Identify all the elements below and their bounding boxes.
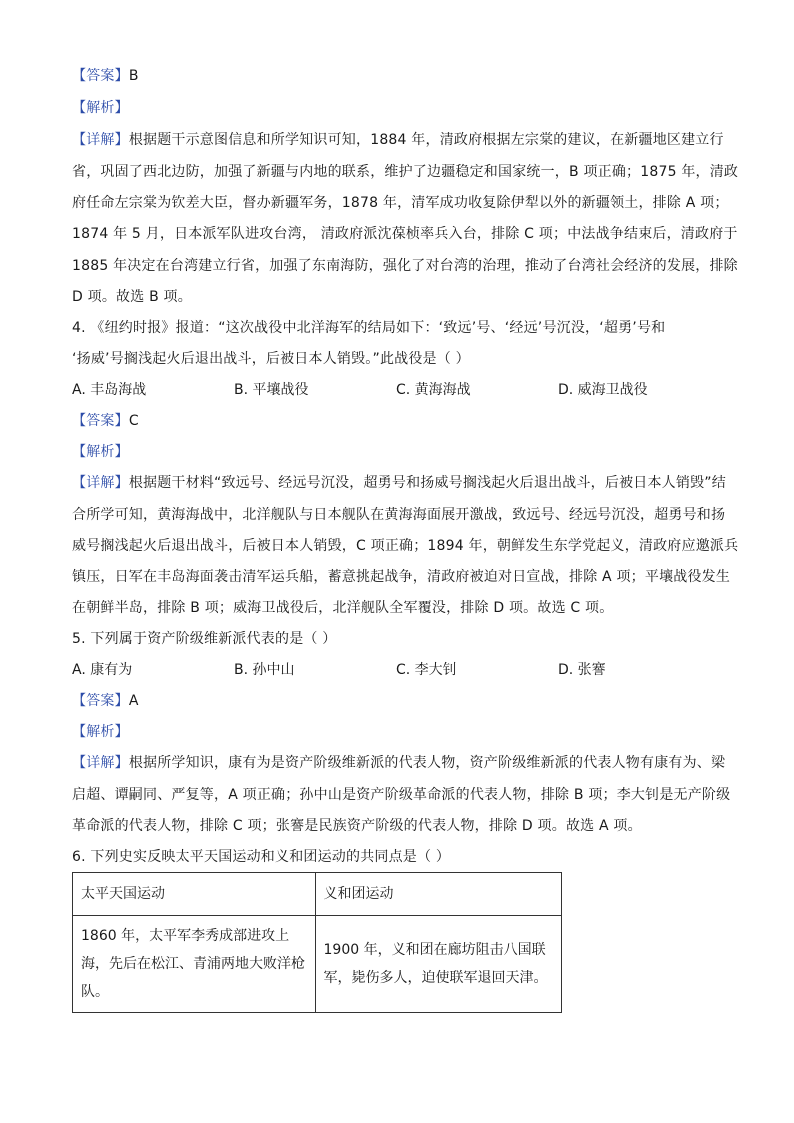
q5-option-d: D. 张謇 bbox=[558, 662, 606, 678]
q6-table bbox=[72, 872, 562, 1013]
table-cell-yihetuan: 1900 年，义和团在廊坊阻击八国联 军，毙伤多人，迫使联军退回天津。 bbox=[315, 916, 562, 1013]
q3-detail-line: 【详解】根据题干示意图信息和所学知识可知，1884 年，清政府根据左宗棠的建议，在新疆地区建立行 bbox=[72, 132, 724, 148]
q3-analysis-tag: 【解析】 bbox=[72, 100, 129, 116]
answer-value: B bbox=[128, 68, 139, 84]
q3-detail-line: 府任命左宗棠为钦差大臣，督办新疆军务，1878 年，清军成功收复除伊犁以外的新疆领土，排除 A 项； bbox=[72, 195, 729, 211]
q3-detail-line: 省，巩固了西北边防，加强了新疆与内地的联系，维护了边疆稳定和国家统一，B 项正确；1875 年，清政 bbox=[72, 164, 739, 180]
q4-analysis-tag: 【解析】 bbox=[72, 444, 129, 460]
q3-answer bbox=[72, 66, 722, 86]
q4-detail-line: 镇压，日军在丰岛海面袭击清军运兵船，蓄意挑起战争，清政府被迫对日宣战，排除 A 项；平壤战役发生 bbox=[72, 569, 731, 585]
q4-detail-line: 【详解】根据题干材料“致远号、经远号沉没，超勇号和扬威号搁浅起火后退出战斗，后被日本人销毁”结 bbox=[72, 475, 726, 491]
q5-detail-line: 革命派的代表人物，排除 C 项；张謇是民族资产阶级的代表人物，排除 D 项。故选 A 项。 bbox=[72, 818, 642, 834]
q3-detail-line: 1885 年决定在台湾建立行省，加强了东南海防，强化了对台湾的治理，推动了台湾社会经济的发展，排除 bbox=[72, 258, 738, 274]
q4-option-d: D. 威海卫战役 bbox=[558, 382, 648, 398]
q4-option-b: B. 平壤战役 bbox=[234, 382, 309, 398]
table-row bbox=[73, 916, 562, 1013]
q4-option-c: C. 黄海海战 bbox=[396, 382, 471, 398]
q4-detail-line: 在朝鲜半岛，排除 B 项；威海卫战役后，北洋舰队全军覆没，排除 D 项。故选 C 项。 bbox=[72, 600, 614, 616]
q4-detail-line: 威号搁浅起火后退出战斗，后被日本人销毁，C 项正确；1894 年，朝鲜发生东学党起义，清政府应邀派兵 bbox=[72, 538, 739, 554]
q5-answer: 【答案】A bbox=[72, 693, 139, 709]
q4-answer: 【答案】C bbox=[72, 413, 139, 429]
table-header-row bbox=[73, 873, 562, 916]
q4-stem: ‘扬威’号搁浅起火后退出战斗，后被日本人销毁。”此战役是（ ） bbox=[72, 351, 470, 367]
table-cell-taiping: 1860 年，太平军李秀成部进攻上 海，先后在松江、青浦两地大败洋枪 队。 bbox=[73, 916, 316, 1013]
q4-stem: 4. 《纽约时报》报道：“这次战役中北洋海军的结局如下：‘致远’号、‘经远’号沉没，‘超勇’号和 bbox=[72, 320, 666, 336]
q5-detail-line: 【详解】根据所学知识，康有为是资产阶级维新派的代表人物，资产阶级维新派的代表人物有康有为、梁 bbox=[72, 755, 726, 771]
q5-option-c: C. 李大钊 bbox=[396, 662, 457, 678]
q6-stem: 6. 下列史实反映太平天国运动和义和团运动的共同点是（ ） bbox=[72, 849, 451, 865]
table-header-cell: 太平天国运动 bbox=[73, 873, 316, 916]
q5-analysis-tag: 【解析】 bbox=[72, 724, 129, 740]
q5-option-a: A. 康有为 bbox=[72, 662, 133, 678]
q5-detail-line: 启超、谭嗣同、严复等，A 项正确；孙中山是资产阶级革命派的代表人物，排除 B 项；李大钊是无产阶级 bbox=[72, 787, 731, 803]
q4-option-a: A. 丰岛海战 bbox=[72, 382, 147, 398]
q5-option-b: B. 孙中山 bbox=[234, 662, 295, 678]
q3-detail-line: 1874 年 5 月，日本派军队进攻台湾， 清政府派沈葆桢率兵入台，排除 C 项；中法战争结束后，清政府于 bbox=[72, 226, 738, 242]
q3-detail-line: D 项。故选 B 项。 bbox=[72, 289, 192, 305]
q4-detail-line: 合所学可知，黄海海战中，北洋舰队与日本舰队在黄海海面展开激战，致远号、经远号沉没，超勇号和扬 bbox=[72, 507, 726, 523]
q5-stem: 5. 下列属于资产阶级维新派代表的是（ ） bbox=[72, 631, 337, 647]
answer-tag: 【答案】 bbox=[72, 68, 129, 84]
table-header-cell: 义和团运动 bbox=[315, 873, 562, 916]
